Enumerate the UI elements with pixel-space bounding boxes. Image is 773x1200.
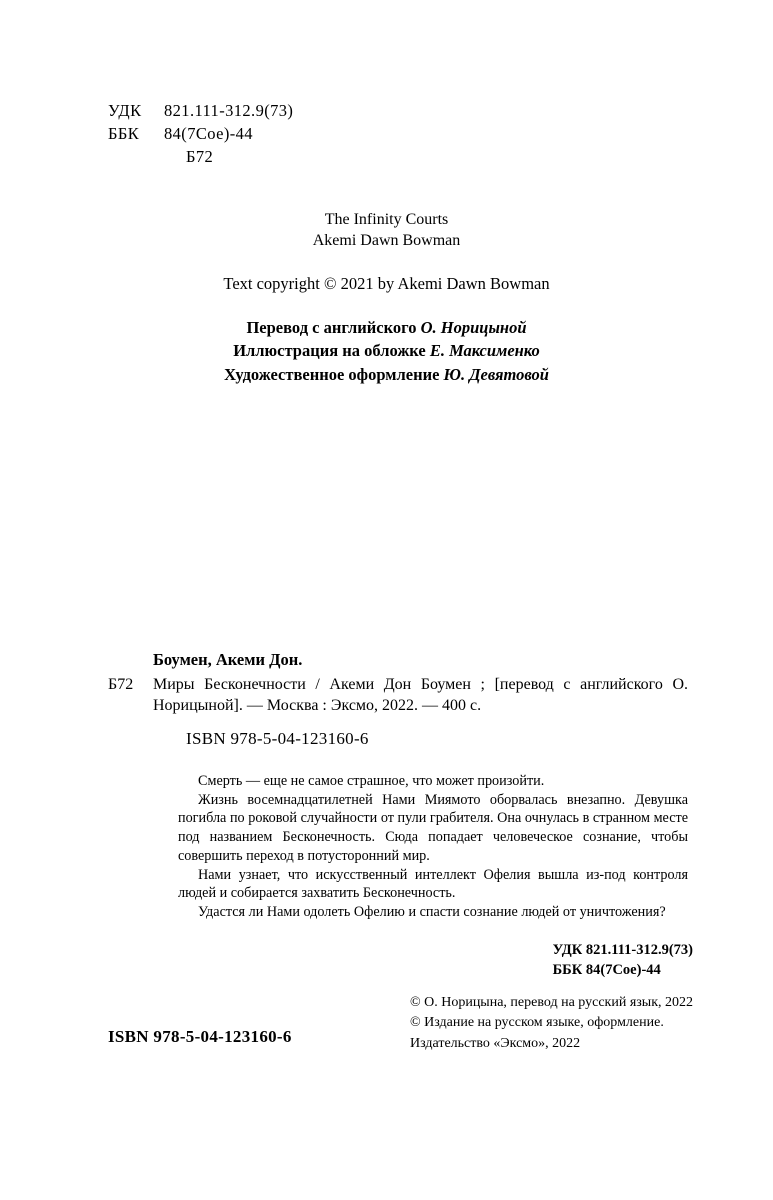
bbk-value: 84(7Сое)-44 bbox=[164, 123, 253, 143]
classification-row bbox=[108, 123, 293, 146]
udk-repeat: УДК 821.111-312.9(73) bbox=[552, 942, 693, 958]
cip-description: Миры Бесконечности / Акеми Дон Боумен ; [перевод с английского О. Норицыной]. — Москва : Эксмо, 2022. — 400 с. bbox=[153, 676, 688, 714]
credit-design-label: Художественное оформление bbox=[224, 364, 444, 384]
shelf-label bbox=[108, 146, 164, 169]
annotation-paragraph: Нами узнает, что искусственный интеллект Офелия вышла из-под контроля людей и собирается захватить Бесконечность. bbox=[178, 866, 688, 902]
classification-codes-repeat bbox=[553, 941, 693, 980]
annotation-paragraph: Смерть — еще не самое страшное, что может произойти. bbox=[198, 773, 545, 789]
rights-line: © Издание на русском языке, оформление. bbox=[409, 1015, 664, 1031]
rights-line: © О. Норицына, перевод на русский язык, 2022 bbox=[409, 995, 693, 1010]
udk-value: 821.111-312.9(73) bbox=[164, 101, 294, 120]
bottom-isbn: ISBN 978-5-04-123160-6 bbox=[108, 1027, 292, 1046]
original-title: The Infinity Courts bbox=[324, 211, 449, 228]
original-title-block bbox=[0, 209, 773, 252]
classification-row bbox=[108, 146, 293, 169]
bbk-label: ББК bbox=[108, 123, 140, 143]
annotation-block bbox=[178, 772, 688, 922]
rights-block bbox=[410, 993, 693, 1054]
classification-row bbox=[108, 100, 293, 123]
credit-cover bbox=[0, 339, 773, 362]
shelf-value: Б72 bbox=[186, 146, 214, 166]
annotation-paragraph: Удастся ли Нами одолеть Офелию и спасти сознание людей от уничтожения? bbox=[198, 904, 666, 921]
classification-block bbox=[108, 100, 293, 168]
credit-translation bbox=[0, 316, 773, 339]
cip-author: Боумен, Акеми Дон. bbox=[153, 650, 303, 669]
original-copyright: Text copyright © 2021 by Akemi Dawn Bowman bbox=[223, 274, 550, 293]
cip-block bbox=[108, 650, 688, 749]
original-author: Akemi Dawn Bowman bbox=[312, 232, 461, 250]
credit-translation-name: О. Норицыной bbox=[420, 318, 527, 337]
credit-translation-label: Перевод с английского bbox=[246, 318, 421, 337]
credit-cover-label: Иллюстрация на обложке bbox=[233, 341, 430, 361]
cip-isbn: ISBN 978-5-04-123160-6 bbox=[186, 728, 369, 748]
bbk-repeat: ББК 84(7Сое)-44 bbox=[552, 961, 661, 978]
credits-block bbox=[0, 316, 773, 386]
cip-entry bbox=[108, 675, 688, 717]
udk-label: УДК bbox=[108, 101, 142, 120]
annotation-paragraph: Жизнь восемнадцатилетней Нами Миямото оборвалась внезапно. Девушка погибла по роковой случайности от пули грабителя. Она очнулась в странном месте под названием Бесконечность. Сюда попадает человеческое сознание, чтобы совершить переход в потусторонний мир. bbox=[178, 791, 688, 864]
cip-code: Б72 bbox=[108, 676, 134, 693]
rights-line: Издательство «Эксмо», 2022 bbox=[409, 1035, 581, 1051]
credit-cover-name: Е. Максименко bbox=[429, 341, 540, 361]
credit-design bbox=[0, 363, 773, 386]
credit-design-name: Ю. Девятовой bbox=[443, 364, 549, 384]
